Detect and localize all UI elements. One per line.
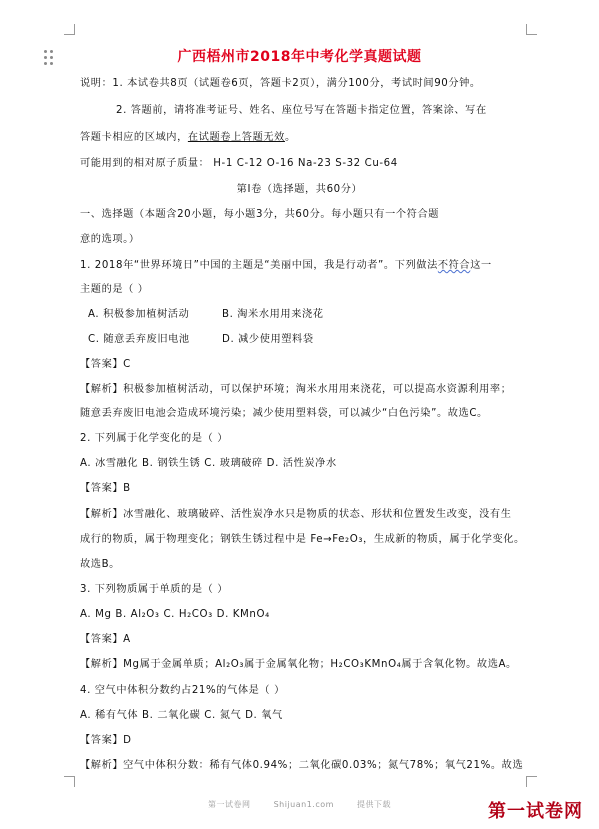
- question-1-option-a: A. 积极参加植树活动: [88, 309, 190, 320]
- question-1-stem-2: 主题的是（ ）: [80, 284, 149, 295]
- question-3-answer: 【答案】A: [80, 634, 131, 645]
- crop-mark-bottom-left: [64, 776, 75, 787]
- crop-mark-bottom-right: [526, 776, 537, 787]
- footer-site-name: 第一试卷网: [208, 800, 251, 809]
- footer-site-url[interactable]: Shijuan1.com: [273, 800, 334, 809]
- note-line-2: 2. 答题前，请将准考证号、姓名、座位号写在答题卡指定位置，答案涂、写在: [116, 105, 487, 116]
- question-2-stem: 2. 下列属于化学变化的是（ ）: [80, 433, 229, 444]
- footer-download-text: 提供下载: [356, 800, 391, 809]
- question-1-answer: 【答案】C: [80, 359, 131, 370]
- crop-mark-top-left: [64, 24, 75, 35]
- page-title: 广西梧州市2018年中考化学真题试题: [177, 49, 422, 65]
- atomic-mass-line: 可能用到的相对原子质量： H-1 C-12 O-16 Na-23 S-32 Cu-64: [80, 158, 398, 169]
- section-title: 第Ⅰ卷（选择题，共60分）: [236, 184, 363, 195]
- question-1-flagged-word: 不符合: [437, 260, 471, 271]
- question-4-options: A. 稀有气体 B. 二氧化碳 C. 氮气 D. 氧气: [80, 710, 283, 721]
- question-1-explanation-1: 【解析】积极参加植树活动，可以保护环境；淘米水用用来浇花，可以提高水资源利用率；: [80, 384, 512, 395]
- question-1-text: 1. 2018年“世界环境日”中国的主题是“美丽中国，我是行动者”。下列做法: [80, 260, 438, 271]
- question-4-answer: 【答案】D: [80, 735, 132, 746]
- question-2-explanation-1: 【解析】冰雪融化、玻璃破碎、活性炭净水只是物质的状态、形状和位置发生改变，没有生: [80, 509, 512, 520]
- question-1-explanation-2: 随意丢弃废旧电池会造成环境污染；减少使用塑料袋，可以减少“白色污染”。故选C。: [80, 408, 488, 419]
- watermark-logo: 第一试卷网: [488, 801, 583, 822]
- question-1-option-b: B. 淘米水用用来浇花: [222, 309, 324, 320]
- note-line-3-end: 。: [284, 132, 296, 143]
- question-2-explanation-2: 成行的物质，属于物理变化；钢铁生锈过程中是 Fe→Fe₂O₃，生成新的物质，属于化学变化。: [80, 534, 525, 545]
- question-1-option-c: C. 随意丢弃废旧电池: [88, 334, 190, 345]
- note-line-3-text: 答题卡相应的区域内，: [80, 132, 188, 143]
- question-3-explanation: 【解析】Mg属于金属单质；Al₂O₃属于金属氧化物；H₂CO₃KMnO₄属于含氧化物。故选A。: [80, 659, 517, 670]
- crop-mark-top-right: [526, 24, 537, 35]
- question-2-explanation-3: 故选B。: [80, 559, 120, 570]
- question-2-options: A. 冰雪融化 B. 钢铁生锈 C. 玻璃破碎 D. 活性炭净水: [80, 458, 337, 469]
- question-4-explanation: 【解析】空气中体积分数：稀有气体0.94%；二氧化碳0.03%；氮气78%；氧气21%。故选: [80, 760, 524, 771]
- question-3-options: A. Mg B. Al₂O₃ C. H₂CO₃ D. KMnO₄: [80, 609, 270, 620]
- note-line-3: [80, 131, 296, 145]
- question-1-text-end: 这一: [470, 260, 492, 271]
- question-1-stem: [80, 259, 492, 273]
- question-4-stem: 4. 空气中体积分数约占21%的气体是（ ）: [80, 685, 285, 696]
- question-2-answer: 【答案】B: [80, 483, 131, 494]
- note-underlined: 在试题卷上答题无效: [187, 132, 285, 143]
- part-heading-2: 意的选项。）: [80, 234, 140, 245]
- part-heading-1: 一、选择题（本题含20小题，每小题3分，共60分。每小题只有一个符合题: [80, 209, 440, 220]
- note-line-1: 说明：1. 本试卷共8页（试题卷6页，答题卡2页），满分100分，考试时间90分钟。: [80, 78, 481, 89]
- question-3-stem: 3. 下列物质属于单质的是（ ）: [80, 584, 229, 595]
- question-1-option-d: D. 减少使用塑料袋: [222, 334, 314, 345]
